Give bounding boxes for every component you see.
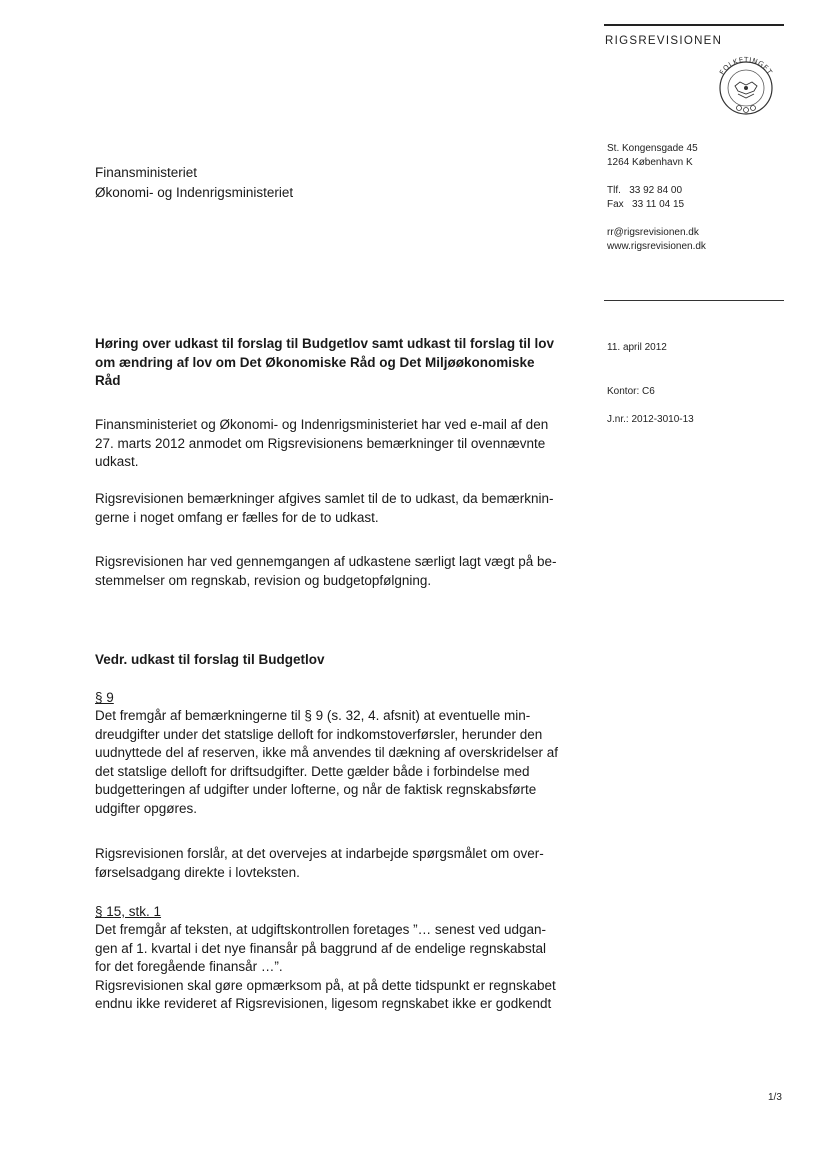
- paragraph-line: førselsadgang direkte i lovteksten.: [95, 864, 300, 880]
- subject-line-1: Høring over udkast til forslag til Budgetlov samt udkast til forslag til lov: [95, 336, 555, 351]
- paragraph-intro: [95, 416, 580, 472]
- letter-date: 11. april 2012: [607, 342, 667, 353]
- paragraph-line: gerne i noget omfang er fælles for de to udkast.: [95, 509, 379, 525]
- section-15-paragraph: [95, 921, 580, 1014]
- paragraph-line: budgetteringen af udgifter under lofterne, og når de faktisk regnskabsførte: [95, 782, 537, 797]
- paragraph-line: Rigsrevisionen bemærkninger afgives samlet til de to udkast, da bemærknin-: [95, 491, 554, 506]
- paragraph-line: Finansministeriet og Økonomi- og Indenrigsministeriet har ved e-mail af den: [95, 417, 549, 432]
- subject-line-3: Råd: [95, 373, 121, 388]
- paragraph-line: udgifter opgøres.: [95, 800, 198, 816]
- contact-address: [607, 142, 698, 170]
- paragraph-line: dreudgifter under det statslige delloft for indkomstoverførsler, herunder den: [95, 726, 543, 742]
- contact-online: [607, 226, 706, 254]
- paragraph-line: det statslige delloft for driftsudgifter. Dette gælder både i forbindelse med: [95, 763, 530, 779]
- address-line-1: St. Kongensgade 45: [607, 143, 698, 154]
- section-heading: Vedr. udkast til forslag til Budgetlov: [95, 652, 325, 667]
- paragraph-line: uudnyttede del af reserven, ikke må anvendes til dækning af overskridelser af: [95, 745, 559, 760]
- paragraph-line: Det fremgår af bemærkningerne til § 9 (s. 32, 4. afsnit) at eventuelle min-: [95, 708, 531, 723]
- section-9-label: § 9: [95, 690, 114, 705]
- paragraph-line: Rigsrevisionen skal gøre opmærksom på, at på dette tidspunkt er regnskabet: [95, 977, 556, 993]
- paragraph-line: Det fremgår af teksten, at udgiftskontrollen foretages ”… senest ved udgan-: [95, 922, 546, 937]
- svg-text:FOLKETINGET: [718, 56, 774, 77]
- folketinget-seal-icon: [708, 52, 784, 116]
- subject-heading: [95, 335, 580, 391]
- section-9-paragraph: [95, 707, 580, 818]
- address-line-2: 1264 København K: [607, 157, 693, 168]
- email-address: rr@rigsrevisionen.dk: [607, 227, 699, 238]
- section-15-label: § 15, stk. 1: [95, 904, 162, 919]
- paragraph-line: Rigsrevisionen har ved gennemgangen af udkastene særligt lagt vægt på be-: [95, 554, 557, 569]
- phone-number: Tlf. 33 92 84 00: [607, 185, 683, 196]
- website-address: www.rigsrevisionen.dk: [607, 241, 706, 252]
- paragraph-line: gen af 1. kvartal i det nye finansår på baggrund af de endelige regnskabstal: [95, 940, 547, 956]
- paragraph-line: 27. marts 2012 anmodet om Rigsrevisionens bemærkninger til ovennævnte: [95, 435, 546, 451]
- recipient-line-2: Økonomi- og Indenrigsministeriet: [95, 185, 294, 200]
- seal-text: FOLKETINGET: [718, 55, 774, 77]
- journal-number: J.nr.: 2012-3010-13: [607, 414, 694, 425]
- subject-line-2: om ændring af lov om Det Økonomiske Råd og Det Miljøøkonomiske: [95, 354, 535, 370]
- office-code: Kontor: C6: [607, 386, 655, 397]
- recipient-line-1: Finansministeriet: [95, 165, 198, 180]
- paragraph-remarks: [95, 490, 580, 527]
- paragraph-line: stemmelser om regnskab, revision og budgetopfølgning.: [95, 572, 432, 588]
- recipient-block: [95, 163, 293, 203]
- contact-divider: [604, 300, 784, 301]
- paragraph-line: Rigsrevisionen forslår, at det overvejes at indarbejde spørgsmålet om over-: [95, 846, 544, 861]
- paragraph-line: udkast.: [95, 454, 139, 469]
- fax-number: Fax 33 11 04 15: [607, 199, 685, 210]
- paragraph-focus: [95, 553, 580, 590]
- paragraph-line: endnu ikke revideret af Rigsrevisionen, ligesom regnskabet ikke er godkendt: [95, 996, 552, 1011]
- letterhead-rule: [604, 24, 784, 26]
- paragraph-line: for det foregående finansår …”.: [95, 959, 283, 974]
- page-number: 1/3: [768, 1092, 782, 1103]
- contact-phone-fax: [607, 184, 684, 212]
- section-9-proposal: [95, 845, 580, 882]
- brand-name: RIGSREVISIONEN: [605, 35, 723, 47]
